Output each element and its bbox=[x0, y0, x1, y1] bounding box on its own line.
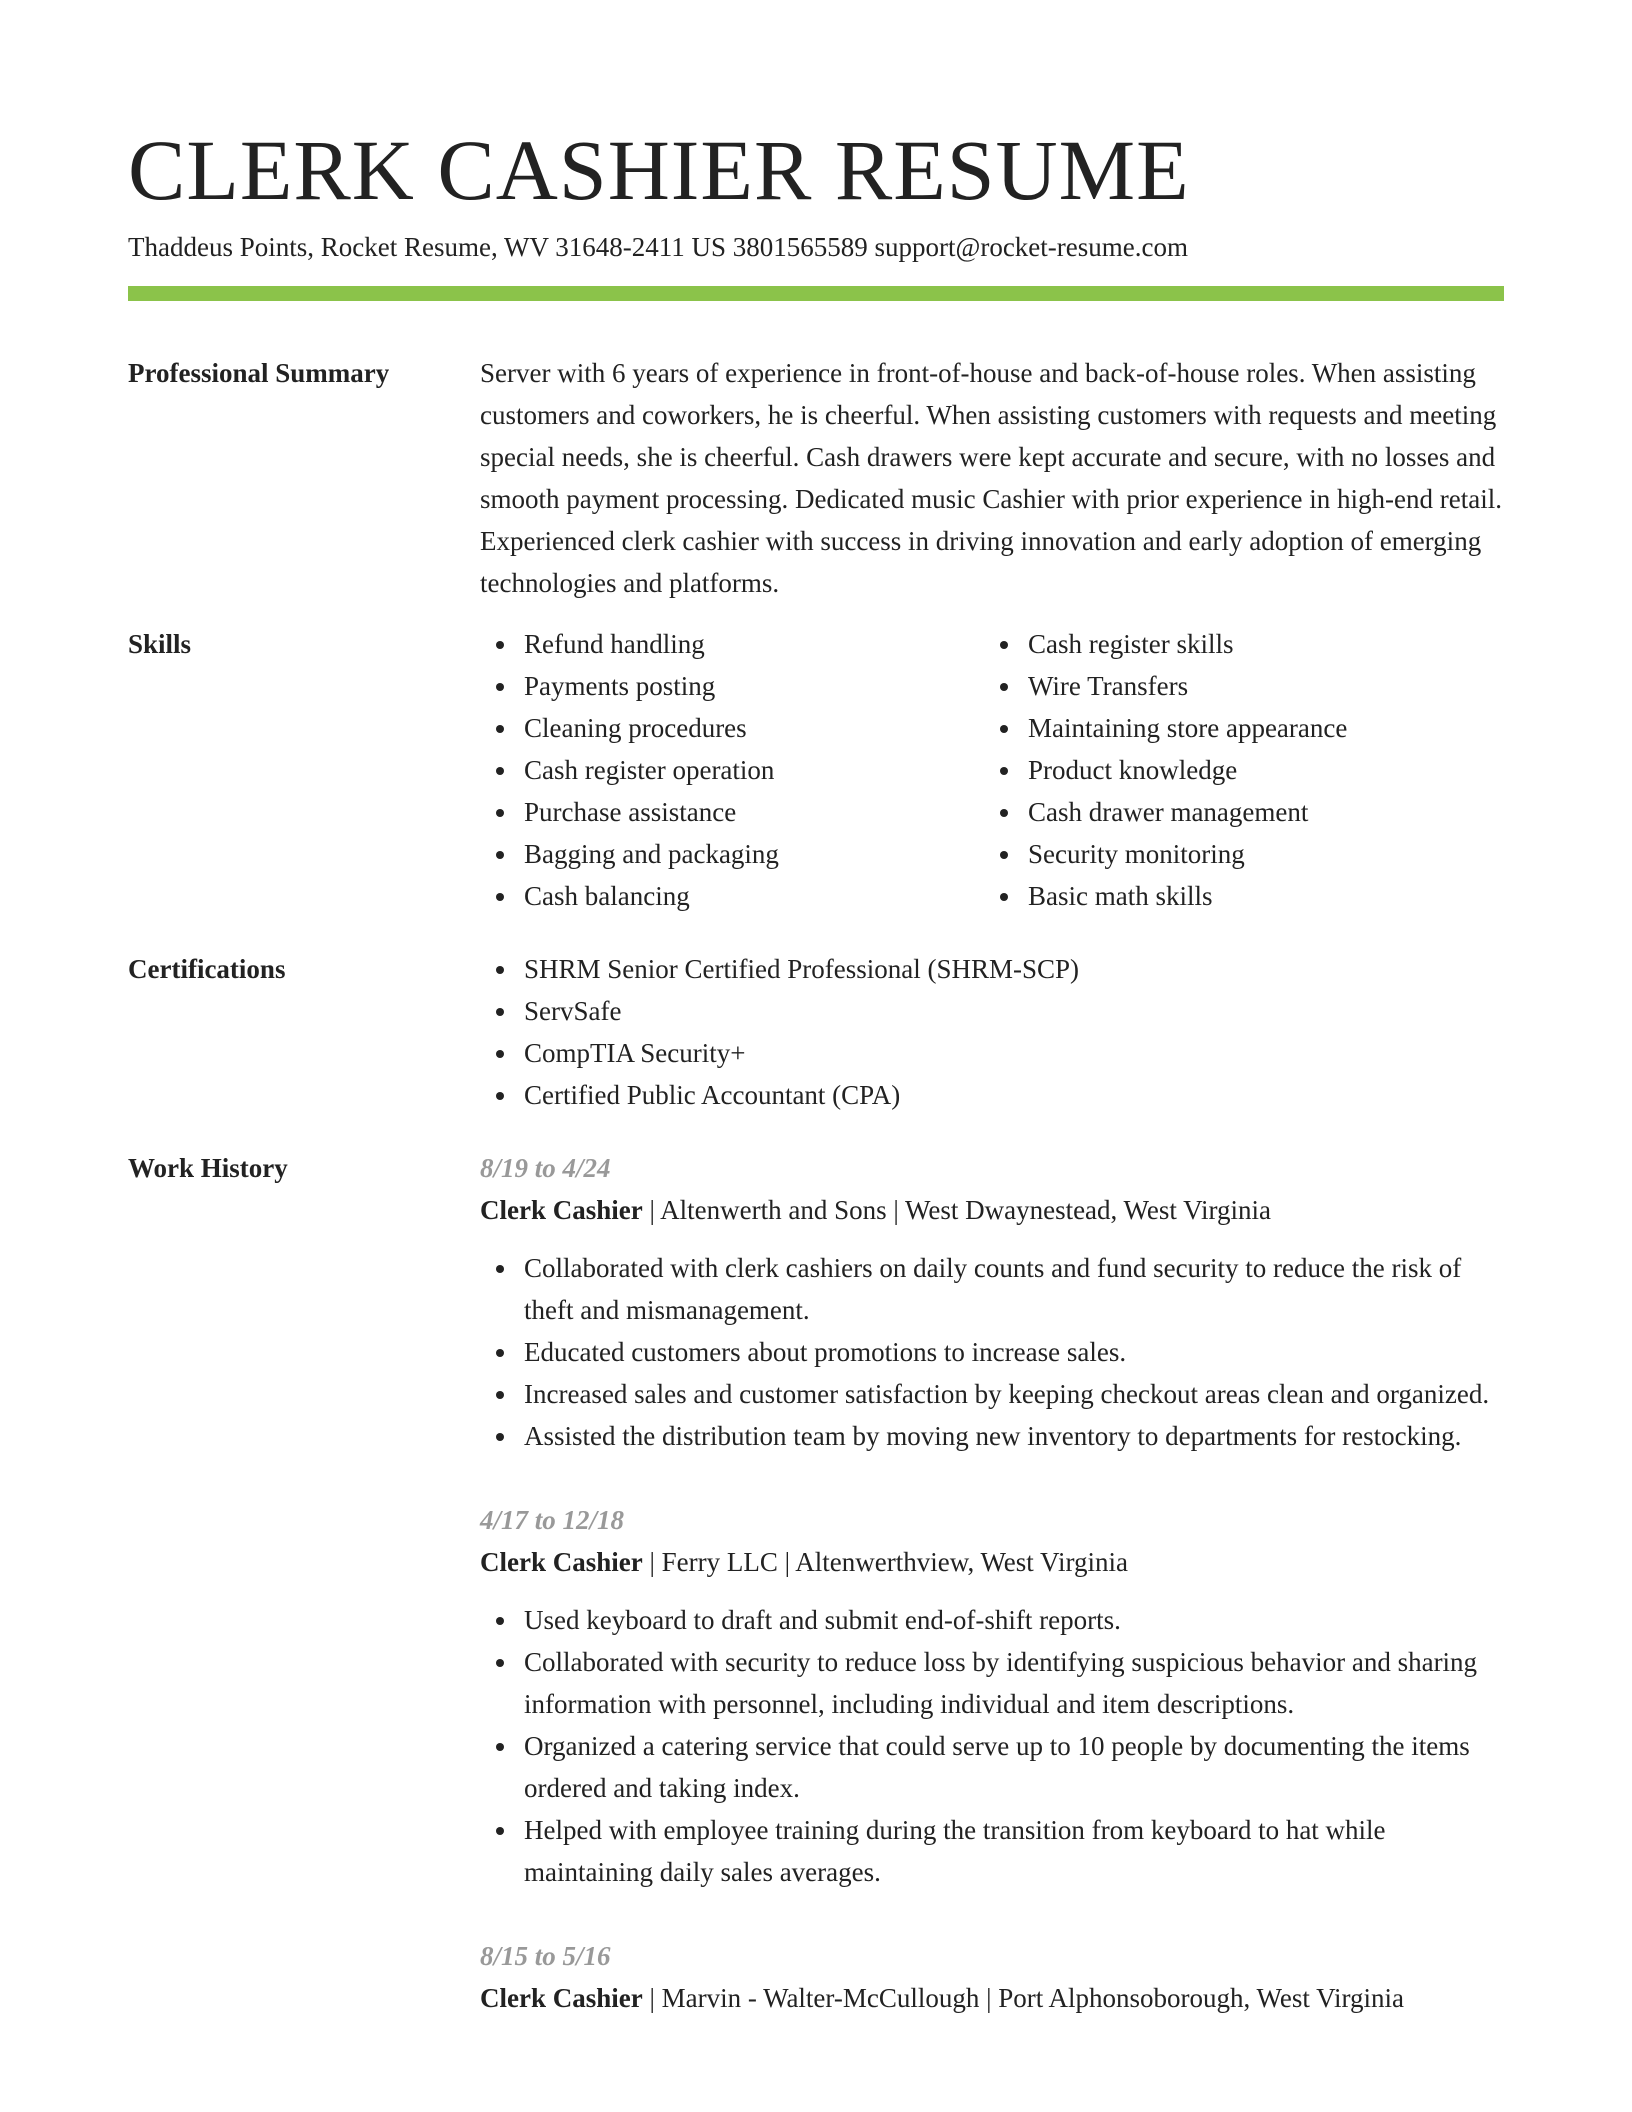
resume-title: CLERK CASHIER RESUME bbox=[128, 122, 1190, 218]
skill-item: Cash register skills bbox=[1028, 623, 1488, 665]
skills-list-right bbox=[984, 623, 1488, 917]
section-label-work-history: Work History bbox=[128, 1153, 288, 1183]
job-bullet: Collaborated with security to reduce loss by identifying suspicious behavior and sharing information with personnel, including individual and item descriptions. bbox=[524, 1641, 1504, 1725]
certification-item: ServSafe bbox=[524, 990, 1504, 1032]
job-title: Clerk Cashier bbox=[480, 1195, 643, 1225]
job-entry bbox=[480, 1147, 1504, 1457]
job-entry bbox=[480, 1935, 1504, 2019]
job-bullet: Collaborated with clerk cashiers on daily counts and fund security to reduce the risk of theft and mismanagement. bbox=[524, 1247, 1504, 1331]
section-label-summary: Professional Summary bbox=[128, 358, 390, 388]
job-entry bbox=[480, 1499, 1504, 1893]
certifications-section bbox=[128, 948, 1504, 1116]
summary-section bbox=[128, 352, 1504, 604]
skill-item: Security monitoring bbox=[1028, 833, 1488, 875]
job-bullet: Assisted the distribution team by moving new inventory to departments for restocking. bbox=[524, 1415, 1504, 1457]
skill-item: Payments posting bbox=[524, 665, 984, 707]
job-bullets bbox=[480, 1247, 1504, 1457]
job-bullet: Organized a catering service that could serve up to 10 people by documenting the items ordered and taking index. bbox=[524, 1725, 1504, 1809]
certifications-list bbox=[480, 948, 1504, 1116]
job-title: Clerk Cashier bbox=[480, 1983, 643, 2013]
job-dates: 8/19 to 4/24 bbox=[480, 1153, 611, 1183]
job-bullet: Helped with employee training during the transition from keyboard to hat while maintaining daily sales averages. bbox=[524, 1809, 1504, 1893]
job-bullet: Educated customers about promotions to increase sales. bbox=[524, 1331, 1504, 1373]
skill-item: Maintaining store appearance bbox=[1028, 707, 1488, 749]
resume-page bbox=[128, 120, 1504, 2061]
skill-item: Refund handling bbox=[524, 623, 984, 665]
summary-text: Server with 6 years of experience in front-of-house and back-of-house roles. When assisting customers and coworkers, he is cheerful. When assisting customers with requests and meeting special needs, she is cheerful. Cash drawers were kept accurate and secure, with no losses and smooth payment processing. Dedicated music Cashier with prior experience in high-end retail. Experienced clerk cashier with success in driving innovation and early adoption of emerging technologies and platforms. bbox=[480, 358, 1502, 598]
job-title: Clerk Cashier bbox=[480, 1547, 643, 1577]
skill-item: Cash drawer management bbox=[1028, 791, 1488, 833]
work-history-section bbox=[128, 1147, 1504, 2061]
job-employer-location: | Marvin - Walter-McCullough | Port Alphonsoborough, West Virginia bbox=[642, 1983, 1404, 2013]
skill-item: Purchase assistance bbox=[524, 791, 984, 833]
skill-item: Product knowledge bbox=[1028, 749, 1488, 791]
job-employer-location: | Ferry LLC | Altenwerthview, West Virginia bbox=[642, 1547, 1128, 1577]
skills-list-left bbox=[480, 623, 984, 917]
contact-line: Thaddeus Points, Rocket Resume, WV 31648-2411 US 3801565589 support@rocket-resume.com bbox=[128, 232, 1188, 262]
job-employer-location: | Altenwerth and Sons | West Dwaynestead, West Virginia bbox=[642, 1195, 1271, 1225]
job-bullet: Increased sales and customer satisfaction by keeping checkout areas clean and organized. bbox=[524, 1373, 1504, 1415]
skills-section bbox=[128, 623, 1504, 917]
section-label-certifications: Certifications bbox=[128, 954, 286, 984]
job-heading bbox=[480, 1977, 1504, 2019]
job-dates: 8/15 to 5/16 bbox=[480, 1941, 611, 1971]
job-bullet: Used keyboard to draft and submit end-of-shift reports. bbox=[524, 1599, 1504, 1641]
skill-item: Wire Transfers bbox=[1028, 665, 1488, 707]
accent-divider bbox=[128, 286, 1504, 301]
certification-item: CompTIA Security+ bbox=[524, 1032, 1504, 1074]
skill-item: Cash register operation bbox=[524, 749, 984, 791]
skill-item: Cash balancing bbox=[524, 875, 984, 917]
job-dates: 4/17 to 12/18 bbox=[480, 1505, 625, 1535]
certification-item: Certified Public Accountant (CPA) bbox=[524, 1074, 1504, 1116]
certification-item: SHRM Senior Certified Professional (SHRM-SCP) bbox=[524, 948, 1504, 990]
skill-item: Cleaning procedures bbox=[524, 707, 984, 749]
job-heading bbox=[480, 1541, 1504, 1583]
job-heading bbox=[480, 1189, 1504, 1231]
job-bullets bbox=[480, 1599, 1504, 1893]
skill-item: Bagging and packaging bbox=[524, 833, 984, 875]
section-label-skills: Skills bbox=[128, 629, 192, 659]
skill-item: Basic math skills bbox=[1028, 875, 1488, 917]
